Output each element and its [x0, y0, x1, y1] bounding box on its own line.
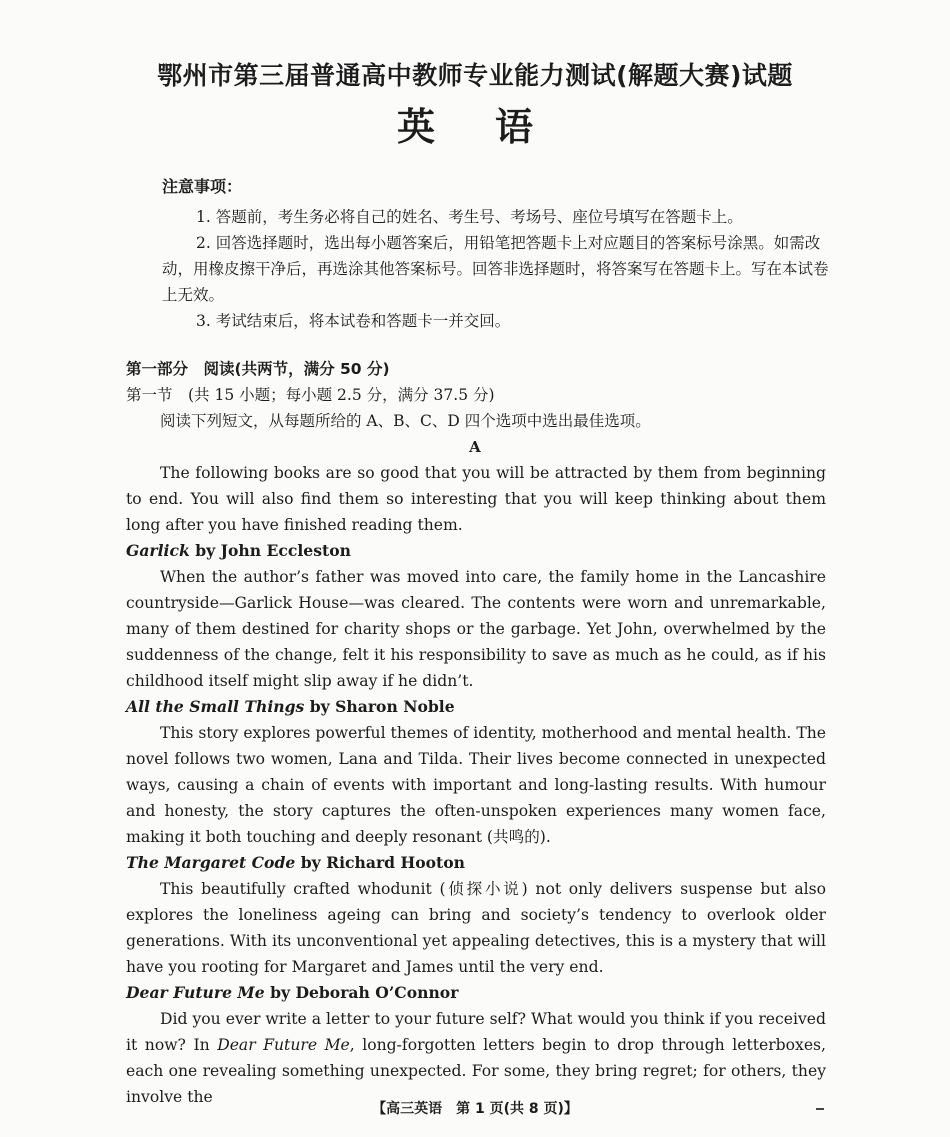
exam-title: 鄂州市第三届普通高中教师专业能力测试(解题大赛)试题 — [157, 61, 793, 90]
book-title: The Margaret Code — [126, 853, 296, 872]
book-title: Dear Future Me — [126, 983, 265, 1002]
book-author: by Sharon Noble — [309, 697, 455, 716]
book-author: by John Eccleston — [195, 541, 351, 560]
passage-intro: The following books are so good that you will be attracted by them from beginning to end. You will also find them so interesting that you will keep thinking about them long after you have finished reading them. — [126, 464, 826, 534]
notice-item-1: 1. 答题前，考生务必将自己的姓名、考生号、考场号、座位号填写在答题卡上。 — [196, 208, 743, 226]
notice-section — [162, 174, 832, 334]
book-heading-small-things — [126, 694, 826, 720]
book-title: Garlick — [126, 541, 190, 560]
book-title: All the Small Things — [126, 697, 305, 716]
book-text-garlick: When the author’s father was moved into care, the family home in the Lancashire countryside—Garlick House—was cleared. The contents were worn and unremarkable, many of them destined for charity shops or the garbage. Yet John, overwhelmed by the suddenness of the change, felt it his responsibility to save as much as he could, as if his childhood itself might slip away if he didn’t. — [126, 568, 826, 690]
passage-letter: A — [469, 438, 481, 456]
page-footer: 【高三英语 第 1 页(共 8 页)】 — [372, 1101, 578, 1117]
part-header — [126, 356, 836, 434]
part-title: 第一部分 阅读(共两节，满分 50 分) — [126, 360, 390, 378]
book-text-small-things: This story explores powerful themes of identity, motherhood and mental health. The novel follows two women, Lana and Tilda. Their lives become connected in unexpected ways, causing a chain of events with important and long-lasting results. With humour and honesty, the story captures the often-unspoken experiences many women face, making it both touching and deeply resonant (共鸣的). — [126, 724, 826, 846]
book-text-dear-future-me — [126, 1006, 826, 1110]
notice-item-2: 2. 回答选择题时，选出每小题答案后，用铅笔把答题卡上对应题目的答案标号涂黑。如需改动，用橡皮擦干净后，再选涂其他答案标号。回答非选择题时，将答案写在答题卡上。写在本试卷上无效。 — [162, 234, 829, 304]
book-author: by Richard Hooton — [300, 853, 465, 872]
subject-title: 英语 — [396, 105, 593, 149]
book-heading-garlick — [126, 538, 826, 564]
book-heading-margaret-code — [126, 850, 826, 876]
section-instruction: 阅读下列短文，从每题所给的 A、B、C、D 四个选项中选出最佳选项。 — [160, 412, 651, 430]
inline-book-title: Dear Future Me — [217, 1036, 350, 1054]
notice-item-3: 3. 考试结束后，将本试卷和答题卡一并交回。 — [196, 312, 511, 330]
text-segment: Did you ever write a letter to your future self? What would you think if you received it now? In — [126, 1010, 826, 1054]
passage-a — [126, 460, 826, 1110]
book-text-margaret-code: This beautifully crafted whodunit (侦探小说) not only delivers suspense but also explores the loneliness ageing can bring and society’s tendency to overlook older generations. With its unconventional yet appealing detectives, this is a mystery that will have you rooting for Margaret and James until the very end. — [126, 880, 826, 976]
text-segment: , long-forgotten letters begin to drop through letterboxes, each one revealing something unexpected. For some, they bring regret; for others, they involve the — [126, 1036, 827, 1106]
book-author: by Deborah O’Connor — [270, 983, 459, 1002]
section-title: 第一节 (共 15 小题；每小题 2.5 分，满分 37.5 分) — [126, 386, 495, 404]
book-heading-dear-future-me — [126, 980, 826, 1006]
footer-mark — [816, 1108, 824, 1110]
notice-heading: 注意事项： — [162, 177, 243, 196]
